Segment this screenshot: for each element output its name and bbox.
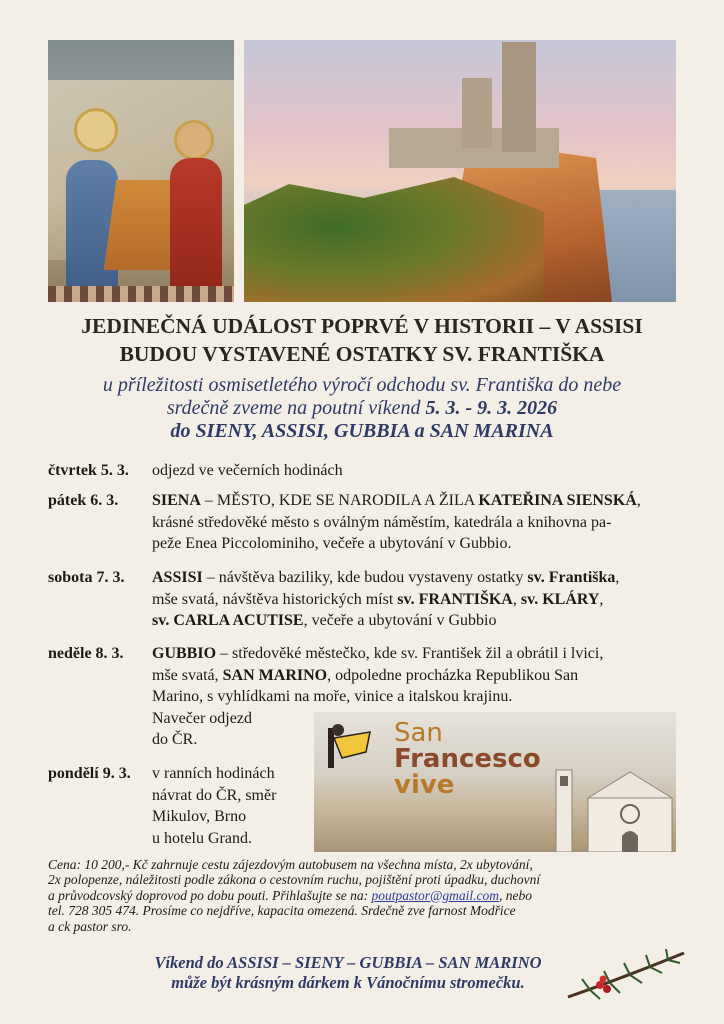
email-link[interactable]: poutpastor@gmail.com — [371, 887, 499, 903]
day-label: pondělí 9. 3. — [48, 765, 131, 782]
invite-line-1: u příležitosti osmisetletého výročí odchodu sv. Františka do nebe — [102, 374, 622, 396]
desc-line: mše svatá, — [152, 666, 223, 684]
desc-punct: , — [512, 590, 521, 608]
halo-left-icon — [74, 108, 118, 152]
headline-line-2: BUDOU VYSTAVENÉ OSTATKY SV. FRANTIŠKA — [119, 342, 605, 366]
desc-line: , večeře a ubytování v Gubbio — [303, 612, 497, 629]
saint-name: sv. Františka — [527, 569, 616, 586]
sf-word-san: San — [394, 718, 443, 748]
desc-line: krásné středověké město s oválným náměstím, katedrála a knihovna pa- — [152, 513, 612, 531]
san-francesco-logo-icon — [322, 718, 376, 772]
saint-name: sv. CARLA ACUTISE — [152, 612, 304, 629]
price-line: a průvodcovský doprovod po dobu pouti. Přihlašujte se na: — [48, 887, 372, 903]
halo-right-icon — [174, 120, 214, 160]
desc-line: – návštěva baziliky, kde budou vystaveny ostatky — [202, 569, 528, 586]
desc-line: Marino, s vyhlídkami na moře, vinice a italskou krajinu. — [152, 688, 513, 705]
place-name: GUBBIO — [152, 645, 217, 662]
castle-tower-small — [462, 78, 492, 148]
footer-slogan — [48, 953, 648, 993]
desc-line: návrat do ČR, směr — [152, 786, 277, 804]
invite-line-3-text: do — [170, 420, 196, 442]
invite-line-2 — [0, 397, 724, 420]
trip-places: SIENY, ASSISI, GUBBIA a SAN MARINA — [195, 420, 554, 442]
saint-name: sv. FRANTIŠKA — [397, 590, 513, 608]
desc-line: odjezd ve večerních hodinách — [152, 462, 343, 479]
desc-line: v ranních hodinách — [152, 765, 275, 782]
desc-line: u hotelu Grand. — [152, 829, 252, 847]
place-name: ASSISI — [152, 569, 203, 586]
figure-red-robe — [170, 158, 222, 302]
price-line: a ck pastor sro. — [48, 918, 132, 934]
price-line-end: , nebo — [499, 887, 532, 903]
fresco-border — [48, 286, 234, 302]
desc-line: do ČR. — [152, 731, 198, 748]
day-description — [152, 460, 682, 482]
desc-line: , odpoledne procházka Republikou San — [327, 666, 579, 684]
sf-word-francesco: Francesco — [394, 744, 541, 774]
basilica-icon — [548, 764, 676, 852]
invite-line-3 — [0, 420, 724, 443]
fresco-image — [48, 40, 234, 302]
castle-tower — [502, 42, 536, 152]
invitation — [0, 374, 724, 443]
desc-line: – MĚSTO, KDE SE NARODILA A ŽILA — [200, 492, 479, 509]
saint-name: sv. KLÁRY — [520, 590, 600, 608]
trip-dates: 5. 3. - 9. 3. 2026 — [425, 397, 558, 419]
footer-line-1: Víkend do ASSISI – SIENY – GUBBIA – SAN MARINO — [154, 953, 542, 972]
desc-punct: , — [615, 569, 620, 586]
desc-line: peže Enea Piccolominiho, večeře a ubytování v Gubbio. — [152, 535, 512, 552]
san-francesco-vive-image — [314, 712, 676, 852]
price-line: 2x polopenze, náležitosti podle zákona o cestovním ruchu, pojištění proti úpadku, duchovní — [48, 872, 541, 888]
place-name: SIENA — [152, 492, 201, 509]
day-description — [152, 490, 682, 555]
desc-line: Navečer odjezd — [152, 709, 252, 727]
invite-line-2-text: srdečně zveme na poutní víkend — [166, 397, 426, 419]
price-paragraph — [48, 857, 680, 934]
desc-line: mše svatá, návštěva historických míst — [152, 590, 398, 608]
headline-line-1: JEDINEČNÁ UDÁLOST POPRVÉ V HISTORII – V ASSISI — [81, 314, 643, 338]
footer-line-2: může být krásným dárkem k Vánočnímu stromečku. — [171, 973, 525, 992]
price-line: Cena: 10 200,- Kč zahrnuje cestu zájezdovým autobusem na všechna místa, 2x ubytování, — [48, 857, 533, 872]
place-name: SAN MARINO — [222, 666, 328, 684]
day-label: pátek 6. 3. — [48, 492, 119, 509]
saint-name: KATEŘINA SIENSKÁ — [478, 492, 637, 509]
headline — [0, 312, 724, 368]
desc-punct: , — [599, 590, 604, 608]
desc-punct: , — [636, 492, 641, 509]
sf-word-vive: vive — [394, 770, 455, 800]
desc-line: – středověké městečko, kde sv. František žil a obrátil i lvici, — [216, 645, 604, 662]
castle-photo — [244, 40, 676, 302]
desc-line: Mikulov, Brno — [152, 808, 247, 825]
fir-branch-icon — [560, 945, 690, 1005]
day-label: čtvrtek 5. 3. — [48, 462, 129, 479]
day-label: sobota 7. 3. — [48, 569, 125, 586]
day-label: neděle 8. 3. — [48, 645, 124, 662]
day-description — [152, 567, 682, 632]
price-line: tel. 728 305 474. Prosíme co nejdříve, kapacita omezená. Srdečně zve farnost Modřice — [48, 903, 516, 919]
